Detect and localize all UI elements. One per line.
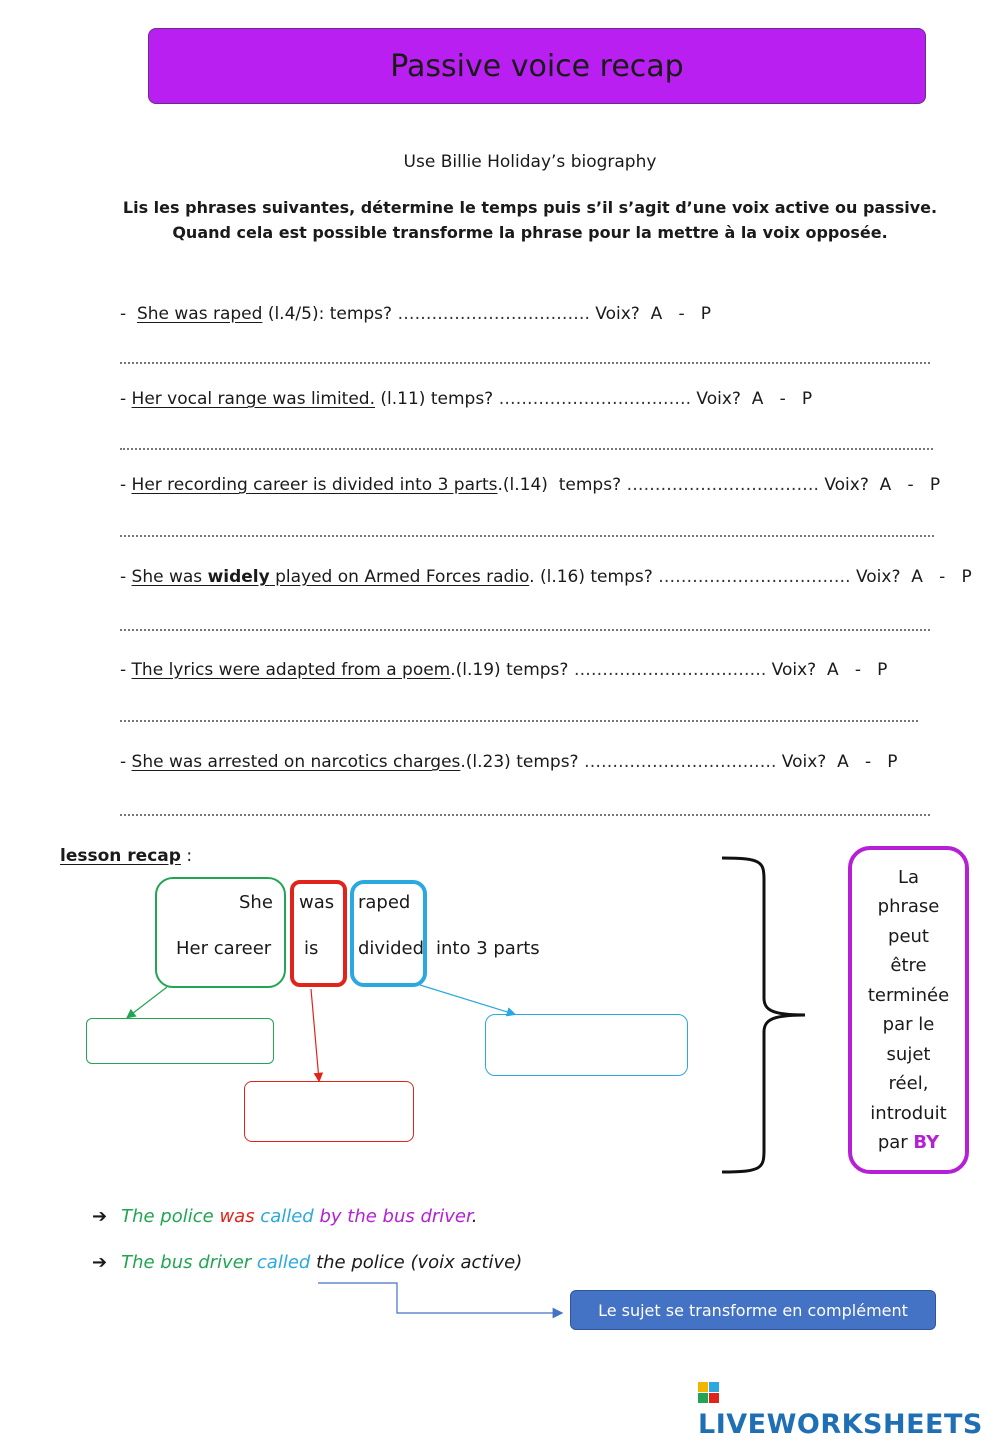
by-agent-text [861, 863, 956, 1158]
by-line: par le [882, 1014, 935, 1035]
example-subject: The police [121, 1206, 214, 1227]
voice-choice[interactable]: Voix? A - P [589, 304, 712, 324]
question-phrase: Her recording career is divided into 3 parts [131, 475, 498, 495]
by-line: par [877, 1132, 914, 1153]
instructions-line-2: Quand cela est possible transforme la phrase pour la mettre à la voix opposée. [172, 223, 888, 242]
question-ref: .(l.19) temps? [450, 660, 574, 680]
example-agent: by the bus driver [313, 1206, 472, 1227]
phrase-bold-word: widely [207, 567, 270, 587]
question-ref: . (l.16) temps? [529, 567, 659, 587]
question-phrase: The lyrics were adapted from a poem [131, 660, 451, 680]
subject-to-complement-arrow [318, 1283, 561, 1313]
phrase-part: played on Armed Forces radio [269, 567, 530, 587]
question-phrase: She was arrested on narcotics charges [131, 752, 461, 772]
aux-was: was [299, 892, 335, 913]
by-line: réel, [888, 1073, 929, 1094]
question-ref: (l.11) temps? [375, 389, 499, 409]
subject-arrow [128, 987, 167, 1017]
tense-blank[interactable]: ……………………………. [498, 389, 692, 409]
voice-choice[interactable]: Voix? A - P [766, 660, 888, 680]
logo-icon [698, 1382, 720, 1404]
tense-blank[interactable]: ……………………………. [573, 660, 767, 680]
example-verb: called [254, 1206, 314, 1227]
example-subject: The bus driver [121, 1252, 252, 1273]
by-line: être [890, 955, 927, 976]
question-ref: (l.4/5): temps? [262, 304, 398, 324]
participle-divided: divided [358, 938, 425, 959]
subtitle: Use Billie Holiday’s biography [403, 152, 657, 172]
question-prefix: - [120, 752, 132, 772]
question-prefix: - [120, 660, 132, 680]
example-rest: the police (voix active) [310, 1252, 523, 1273]
page-title: Passive voice recap [390, 48, 684, 84]
question-prefix: - [120, 389, 132, 409]
instructions-line-1: Lis les phrases suivantes, détermine le temps puis s’il s’agit d’une voix active ou passive. [122, 198, 938, 217]
phrase-part: She was [131, 567, 208, 587]
question-prefix: - [120, 567, 132, 587]
aux-is: is [304, 938, 319, 959]
lesson-colon: : [180, 846, 193, 866]
logo-text: LIVEWORKSHEETS [698, 1409, 983, 1440]
question-phrase: She was raped [136, 304, 263, 324]
question-ref: .(l.14) temps? [497, 475, 627, 495]
by-line: sujet [886, 1043, 931, 1065]
liveworksheets-logo [698, 1378, 1000, 1440]
example-end: . [471, 1206, 478, 1227]
subject-she: She [239, 892, 273, 913]
voice-choice[interactable]: Voix? A - P [850, 567, 972, 587]
by-line: introduit [870, 1102, 947, 1124]
example-passive [92, 1206, 478, 1227]
voice-choice[interactable]: Voix? A - P [691, 389, 813, 409]
lesson-recap-heading: lesson recap [60, 846, 181, 866]
voice-choice[interactable]: Voix? A - P [818, 475, 941, 495]
auxiliary-arrow [311, 989, 319, 1080]
rest-into-3-parts: into 3 parts [436, 938, 540, 959]
by-line: phrase [877, 896, 940, 917]
tense-blank[interactable]: ……………………………. [583, 752, 777, 772]
participle-raped: raped [358, 892, 411, 913]
arrow-right-icon: ➔ [92, 1206, 108, 1227]
by-line: terminée [867, 984, 950, 1006]
arrow-right-icon: ➔ [92, 1252, 108, 1273]
curly-brace [722, 858, 805, 1172]
question-ref: .(l.23) temps? [460, 752, 584, 772]
example-verb: called [251, 1252, 311, 1273]
by-agent-box [848, 846, 969, 1174]
tense-blank[interactable]: ……………………………. [626, 475, 819, 495]
complement-note: Le sujet se transforme en complément [570, 1290, 936, 1330]
participle-arrow [420, 985, 514, 1014]
tense-blank[interactable]: ……………………………. [658, 567, 851, 587]
by-line: La [897, 866, 920, 888]
voice-choice[interactable]: Voix? A - P [776, 752, 898, 772]
question-prefix: - [120, 304, 137, 324]
example-active [92, 1252, 522, 1273]
tense-blank[interactable]: ……………………………. [397, 304, 590, 324]
by-line: peut [888, 925, 929, 947]
question-prefix: - [120, 475, 132, 495]
example-aux: was [213, 1206, 255, 1227]
by-keyword: BY [913, 1132, 940, 1153]
subject-her-career: Her career [176, 938, 272, 959]
question-phrase: Her vocal range was limited. [131, 389, 376, 409]
